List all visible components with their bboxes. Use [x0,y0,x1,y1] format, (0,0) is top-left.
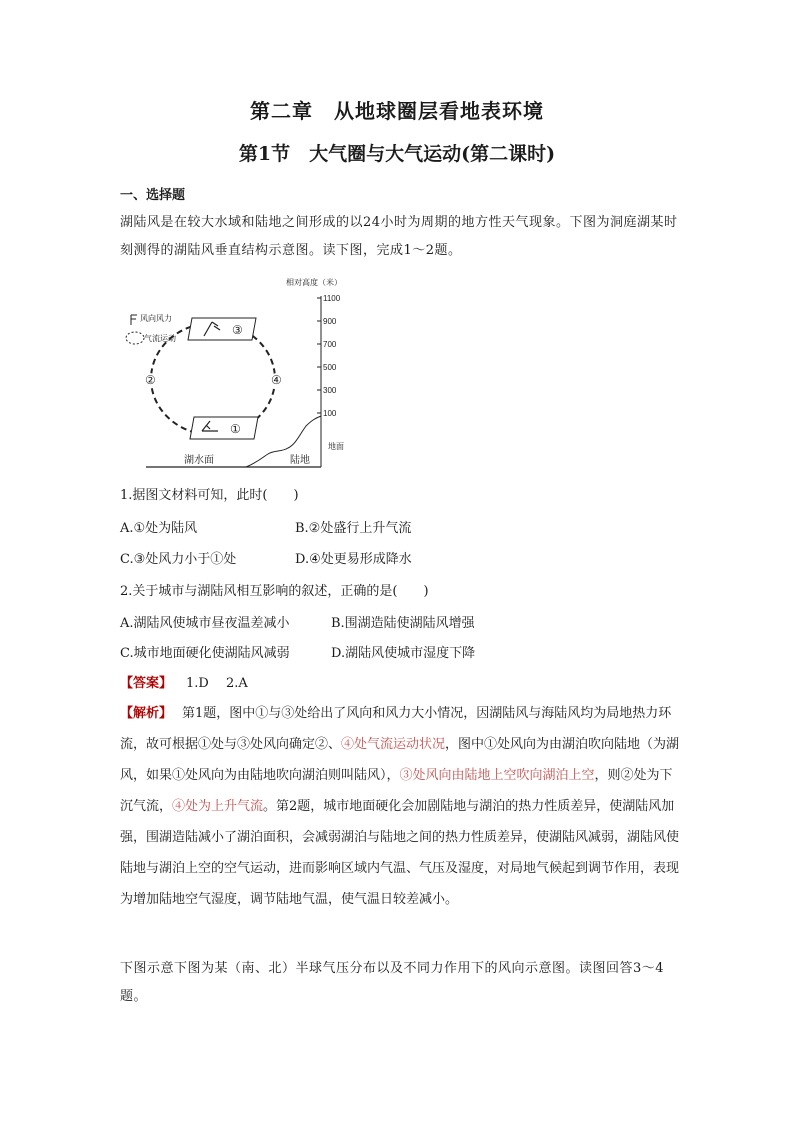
tick-label: 100 [323,409,337,418]
marker-1: ① [230,422,241,436]
tick-label: 500 [323,363,337,372]
answer-value: 1.D 2.A [186,676,248,691]
tick-label: 300 [323,386,337,395]
q2-option-d: D.湖陆风使城市湿度下降 [331,646,476,661]
legend [126,313,176,344]
legend-circulation-label: 气流运动 [144,334,176,343]
explanation-highlight: ④处气流运动状况 [341,737,446,752]
chapter-title: 第二章 从地球圈层看地表环境 [250,99,544,123]
tick-label: 1100 [323,294,341,303]
question-1-stem: 1.据图文材料可知，此时( ) [120,488,299,503]
explanation-highlight: ④处为上升气流 [172,799,264,814]
q1-option-c: C.③处风力小于①处 [120,552,237,567]
explanation-text: 第1题，图中①与③处给出了风向和风力大小情况，因湖陆风与海陆风均为局地热力环流，故可根据①处与③处风向确定②、 [120,706,672,752]
upper-wind-box [188,318,256,340]
answer-line [120,672,248,691]
explanation-text: ，则②处为下沉气流， [120,768,673,814]
section-title: 第1节 大气圈与大气运动(第二课时) [238,143,556,165]
marker-3: ③ [232,323,243,337]
explanation-text: 。第2题，城市地面硬化会加剧陆地与湖泊的热力性质差异，使湖陆风加强，围湖造陆减小了湖泊面积，会减弱湖泊与陆地之间的热力性质差异，使湖陆风减弱，湖陆风使陆地与湖泊上空的空气运动，进而影响区域内气温、气压及湿度，对局地气候起到调节作用，表现为增加陆地空气湿度，调节陆地气温，使气温日较差减小。 [120,799,680,907]
lake-land-breeze-diagram [118,276,358,472]
explanation-block [120,698,680,915]
q1-option-a: A.①处为陆风 [120,521,198,536]
q2-option-a: A.湖陆风使城市昼夜温差减小 [120,616,290,631]
explanation-text: ，图中①处风向为由湖泊吹向陆地（为湖风，如果①处风向为由陆地吹向湖泊则叫陆风）， [120,737,680,783]
answer-label: 【答案】 [120,676,173,691]
tick-label: 900 [323,317,337,326]
q1-option-b: B.②处盛行上升气流 [295,521,412,536]
marker-2: ② [145,373,156,387]
ground-label: 地面 [328,442,344,451]
intro-paragraph: 湖陆风是在较大水域和陆地之间形成的以24小时为周期的地方性天气现象。下图为洞庭湖某时刻测得的湖陆风垂直结构示意图。读下图，完成1～2题。 [120,215,678,258]
wind-symbol-icon [131,315,137,325]
y-axis-title: 相对高度（米） [286,278,342,287]
intro-paragraph-2: 下图示意下图为某（南、北）半球气压分布以及不同力作用下的风向示意图。读图回答3～4题。 [120,961,665,1004]
circulation-symbol-icon [126,332,144,344]
land-label: 陆地 [290,455,310,466]
q1-option-d: D.④处更易形成降水 [295,552,412,567]
explanation-highlight: ③处风向由陆地上空吹向湖泊上空 [399,768,595,783]
section-label: 一、选择题 [120,188,186,203]
question-2-stem: 2.关于城市与湖陆风相互影响的叙述，正确的是( ) [120,584,429,599]
marker-4: ④ [271,373,282,387]
legend-wind-label: 风向风力 [140,314,172,323]
q2-option-c: C.城市地面硬化使湖陆风减弱 [120,646,290,661]
lower-wind-box [190,417,258,439]
q2-option-b: B.围湖造陆使湖陆风增强 [331,616,475,631]
lake-label: 湖水面 [184,455,214,466]
tick-label: 700 [323,340,337,349]
explanation-label: 【解析】 [120,706,173,721]
